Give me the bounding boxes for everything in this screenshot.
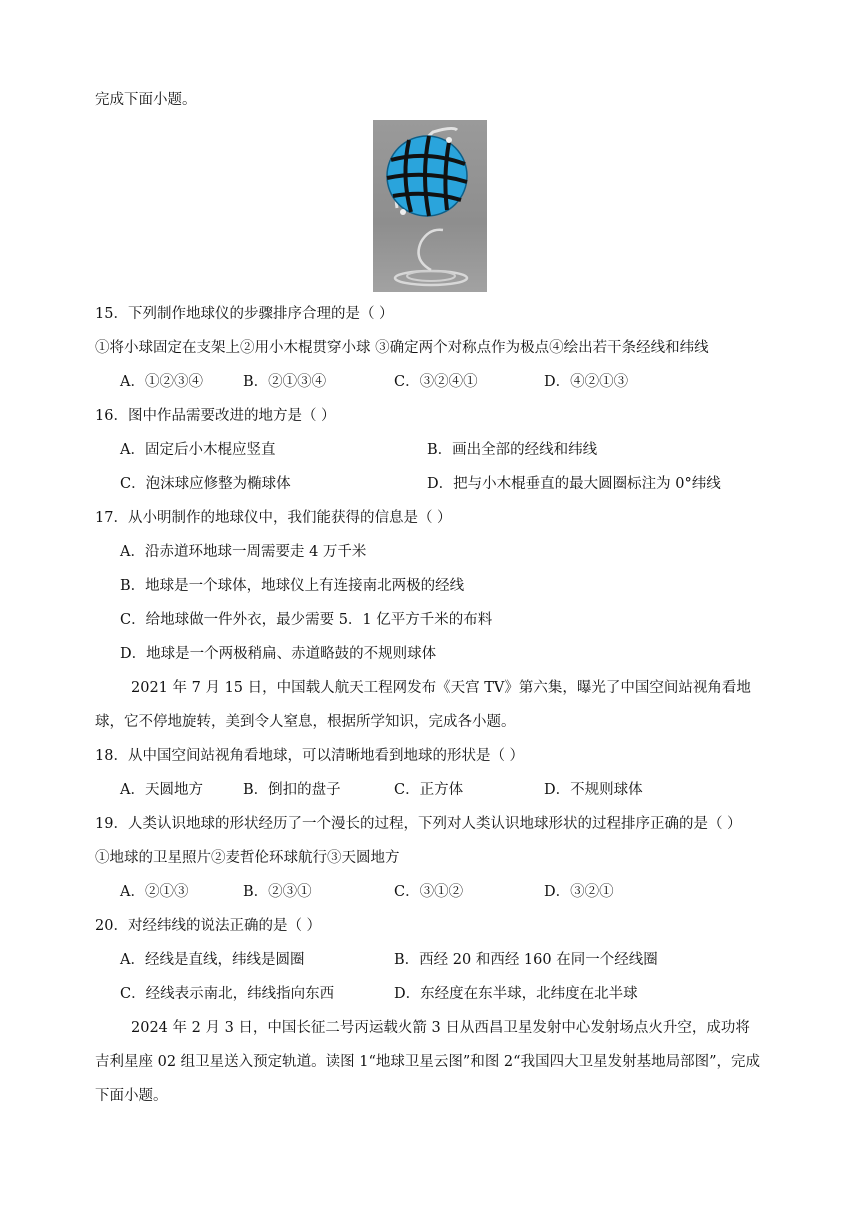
q19-stem: 19．人类认识地球的形状经历了一个漫长的过程，下列对人类认识地球形状的过程排序正确的是（ ） bbox=[95, 816, 742, 832]
q18-option-a: A．天圆地方 bbox=[120, 782, 203, 798]
q15-option-b: B．②①③④ bbox=[243, 374, 327, 390]
q19-option-d: D．③②① bbox=[544, 884, 614, 900]
q16-option-c: C．泡沫球应修整为椭球体 bbox=[120, 476, 291, 492]
q16-option-d: D．把与小木棍垂直的最大圆圈标注为 0°纬线 bbox=[427, 476, 721, 492]
q17-option-a: A．沿赤道环地球一周需要走 4 万千米 bbox=[120, 544, 367, 560]
q20-option-c: C．经线表示南北，纬线指向东西 bbox=[120, 986, 335, 1002]
q15-option-a: A．①②③④ bbox=[120, 374, 203, 390]
q15-option-c: C．③②④① bbox=[394, 374, 478, 390]
q16-option-b: B．画出全部的经线和纬线 bbox=[427, 442, 598, 458]
q18-stem: 18．从中国空间站视角看地球，可以清晰地看到地球的形状是（ ） bbox=[95, 748, 525, 764]
passage3-line1: 2024 年 2 月 3 日，中国长征二号丙运载火箭 3 日从西昌卫星发射中心发射场点火升空，成功将 bbox=[131, 1020, 750, 1036]
q20-stem: 20．对经纬线的说法正确的是（ ） bbox=[95, 918, 322, 934]
q19-steps: ①地球的卫星照片②麦哲伦环球航行③天圆地方 bbox=[95, 850, 400, 866]
q19-option-c: C．③①② bbox=[394, 884, 464, 900]
q20-option-a: A．经线是直线，纬线是圆圈 bbox=[120, 952, 305, 968]
q19-option-a: A．②①③ bbox=[120, 884, 189, 900]
q16-stem: 16．图中作品需要改进的地方是（ ） bbox=[95, 408, 336, 424]
q20-option-b: B．西经 20 和西经 160 在同一个经线圈 bbox=[394, 952, 658, 968]
q17-option-c: C．给地球做一件外衣，最少需要 5．1 亿平方千米的布料 bbox=[120, 612, 493, 628]
passage3-line2: 吉利星座 02 组卫星送入预定轨道。读图 1“地球卫星云图”和图 2“我国四大卫星发射基地局部图”，完成 bbox=[95, 1054, 760, 1070]
q15-steps: ①将小球固定在支架上②用小木棍贯穿小球 ③确定两个对称点作为极点④绘出若干条经线和纬线 bbox=[95, 340, 709, 356]
q16-option-a: A．固定后小木棍应竖直 bbox=[120, 442, 276, 458]
q18-option-b: B．倒扣的盘子 bbox=[243, 782, 341, 798]
globe-model-photo bbox=[373, 120, 487, 292]
passage2-line2: 球，它不停地旋转，美到令人窒息，根据所学知识，完成各小题。 bbox=[95, 714, 516, 730]
intro-tail: 完成下面小题。 bbox=[95, 92, 197, 108]
q18-option-c: C．正方体 bbox=[394, 782, 464, 798]
q18-option-d: D．不规则球体 bbox=[544, 782, 643, 798]
passage3-line3: 下面小题。 bbox=[95, 1088, 168, 1104]
q20-option-d: D．东经度在东半球，北纬度在北半球 bbox=[394, 986, 638, 1002]
passage2-line1: 2021 年 7 月 15 日，中国载人航天工程网发布《天宫 TV》第六集，曝光了中国空间站视角看地 bbox=[131, 680, 751, 696]
q15-option-d: D．④②①③ bbox=[544, 374, 629, 390]
q17-option-b: B．地球是一个球体，地球仪上有连接南北两极的经线 bbox=[120, 578, 465, 594]
q19-option-b: B．②③① bbox=[243, 884, 312, 900]
q17-stem: 17．从小明制作的地球仪中，我们能获得的信息是（ ） bbox=[95, 510, 452, 526]
q15-stem: 15．下列制作地球仪的步骤排序合理的是（ ） bbox=[95, 306, 394, 322]
globe-model-illustration bbox=[373, 120, 487, 292]
q17-option-d: D．地球是一个两极稍扁、赤道略鼓的不规则球体 bbox=[120, 646, 437, 662]
